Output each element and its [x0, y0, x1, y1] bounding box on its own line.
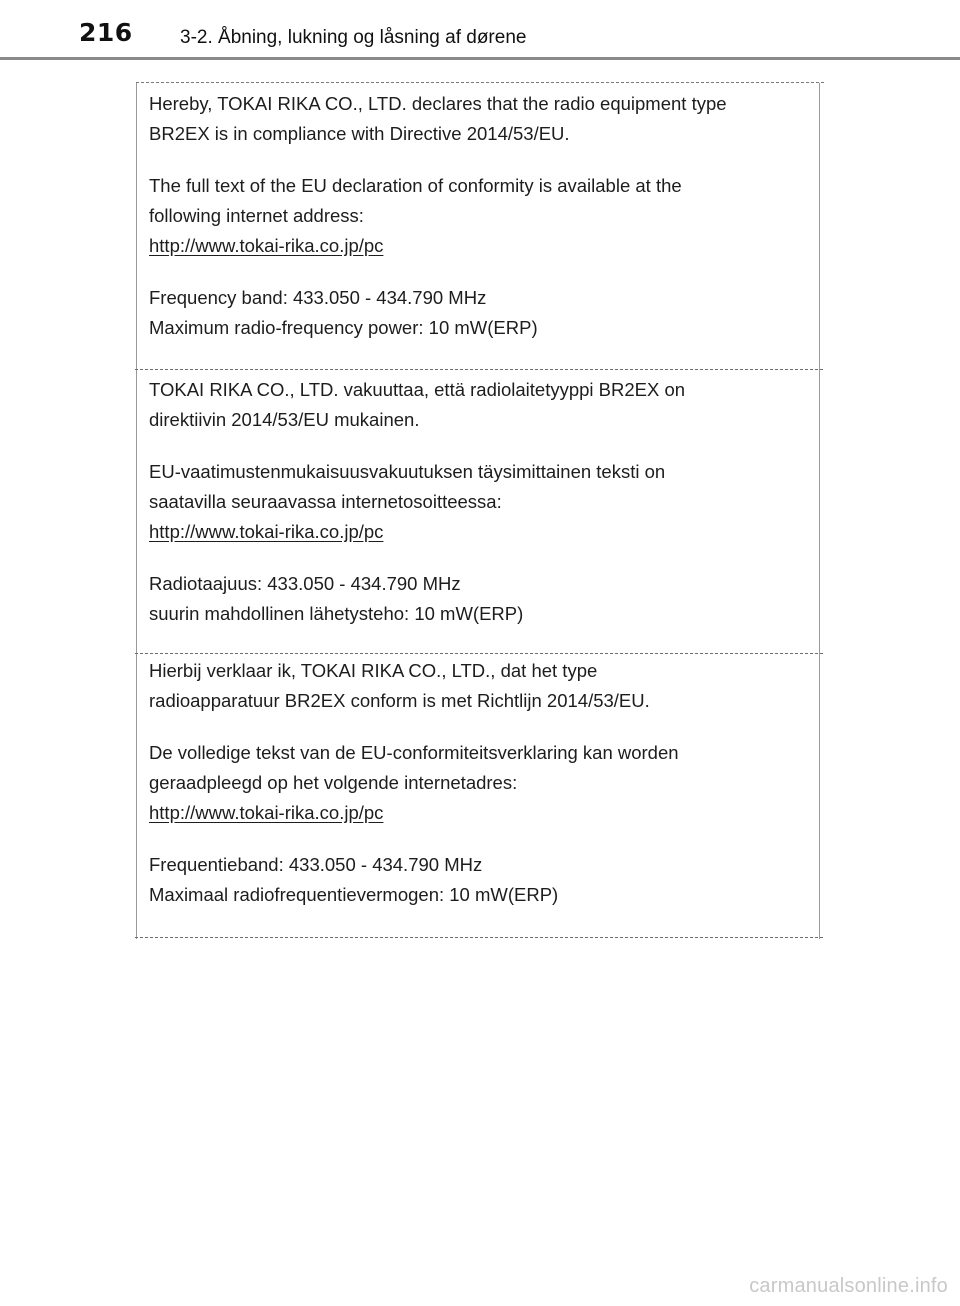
declaration-url-link[interactable]: http://www.tokai-rika.co.jp/pc — [149, 235, 384, 256]
declaration-block-finnish — [137, 375, 819, 629]
block-separator — [135, 653, 823, 654]
frequency-line: Frequentieband: 433.050 - 434.790 MHz — [149, 854, 483, 875]
page-number: 216 — [79, 18, 133, 47]
power-line: suurin mahdollinen lähetysteho: 10 mW(ERP) — [149, 603, 524, 624]
declaration-line: radioapparatuur BR2EX conform is met Richtlijn 2014/53/EU. — [149, 690, 650, 711]
declaration-line: Hereby, TOKAI RIKA CO., LTD. declares that the radio equipment type — [149, 93, 727, 114]
block-separator-bottom — [135, 937, 823, 938]
declaration-line: direktiivin 2014/53/EU mukainen. — [149, 409, 420, 430]
section-title: 3-2. Åbning, lukning og låsning af dørene — [180, 27, 527, 48]
fulltext-line: following internet address: — [149, 205, 364, 226]
declaration-url-link[interactable]: http://www.tokai-rika.co.jp/pc — [149, 521, 384, 542]
declaration-line: Hierbij verklaar ik, TOKAI RIKA CO., LTD., dat het type — [149, 660, 598, 681]
declaration-box — [136, 83, 820, 939]
fulltext-line: EU-vaatimustenmukaisuusvakuutuksen täysimittainen teksti on — [149, 461, 666, 482]
header-rule — [0, 57, 960, 60]
declaration-url-link[interactable]: http://www.tokai-rika.co.jp/pc — [149, 802, 384, 823]
block-separator — [135, 369, 823, 370]
declaration-line: TOKAI RIKA CO., LTD. vakuuttaa, että radiolaitetyyppi BR2EX on — [149, 379, 686, 400]
watermark: carmanualsonline.info — [749, 1275, 948, 1297]
fulltext-line: saatavilla seuraavassa internetosoitteessa: — [149, 491, 502, 512]
page-header — [0, 0, 960, 62]
declaration-block-dutch — [137, 656, 819, 910]
fulltext-line: The full text of the EU declaration of conformity is available at the — [149, 175, 682, 196]
fulltext-line: geraadpleegd op het volgende internetadres: — [149, 772, 518, 793]
frequency-line: Radiotaajuus: 433.050 - 434.790 MHz — [149, 573, 461, 594]
power-line: Maximum radio-frequency power: 10 mW(ERP) — [149, 317, 538, 338]
declaration-line: BR2EX is in compliance with Directive 2014/53/EU. — [149, 123, 570, 144]
power-line: Maximaal radiofrequentievermogen: 10 mW(ERP) — [149, 884, 559, 905]
frequency-line: Frequency band: 433.050 - 434.790 MHz — [149, 287, 487, 308]
declaration-block-english — [137, 89, 819, 343]
fulltext-line: De volledige tekst van de EU-conformiteitsverklaring kan worden — [149, 742, 679, 763]
